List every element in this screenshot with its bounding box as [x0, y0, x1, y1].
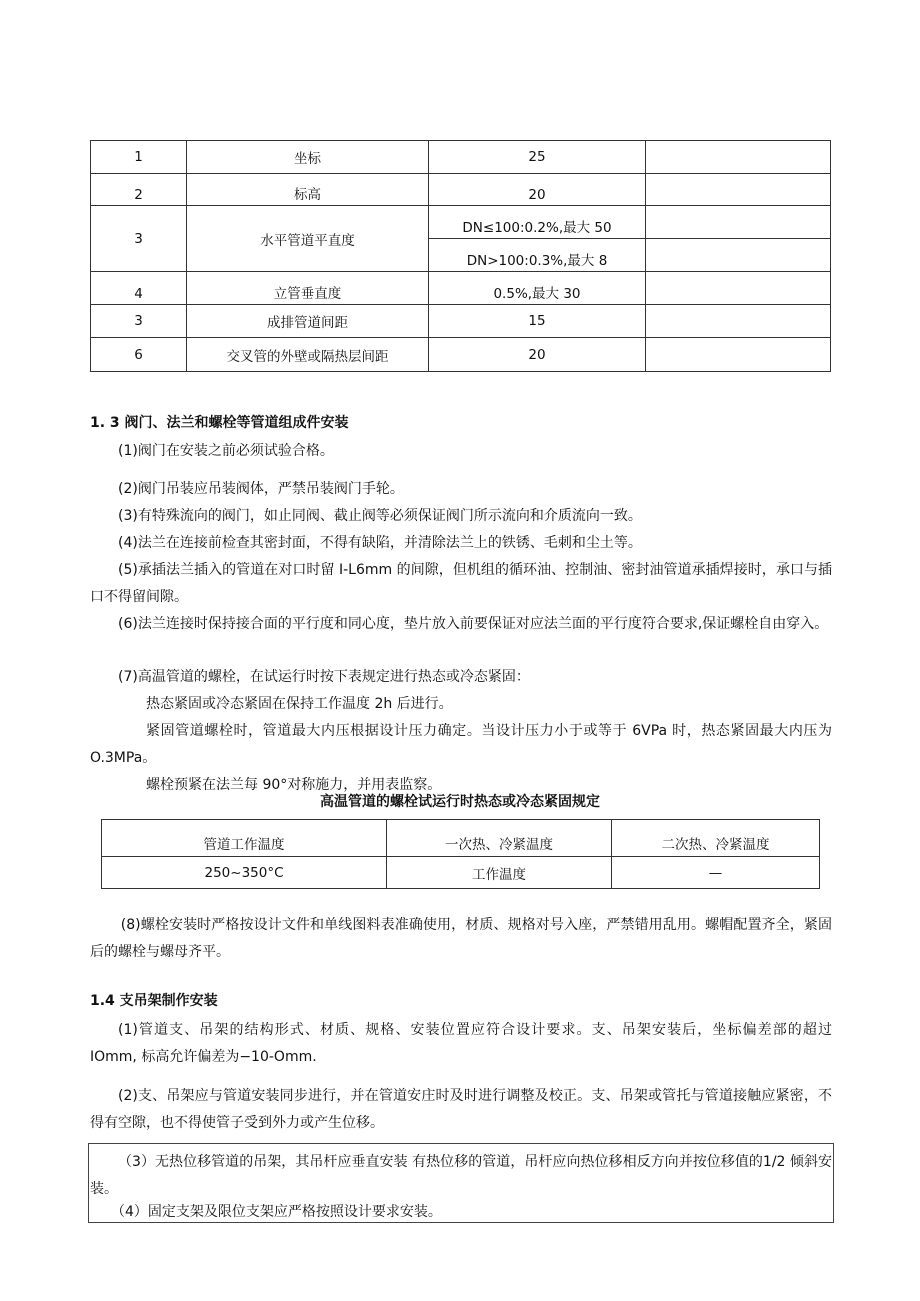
paragraph: (3)有特殊流向的阀门，如止同阀、截止阀等必须保证阀门所示流向和介质流向一致。	[118, 508, 642, 524]
cell: 立管垂直度	[187, 272, 429, 305]
table-header-row	[102, 820, 820, 857]
paragraph: (4)法兰在连接前检查其密封面，不得有缺陷，并清除法兰上的铁锈、毛刺和尘土等。	[118, 535, 642, 551]
cell	[646, 141, 831, 174]
paragraph: （3）无热位移管道的吊架，其吊杆应垂直安装 有热位移的管道，吊杆应向热位移相反方向并按位移值的1/2 倾斜安装。	[90, 1154, 832, 1197]
paragraph: (8)螺栓安装时严格按设计文件和单线图料表准确使用，材质、规格对号入座，严禁错用乱用。螺帽配置齐全，紧固后的螺栓与螺母齐平。	[90, 917, 832, 960]
cell: 3	[91, 206, 187, 272]
table-row	[91, 305, 831, 338]
paragraph: (1)阀门在安装之前必须试验合格。	[118, 443, 334, 459]
cell: 20	[429, 338, 646, 372]
cell	[646, 305, 831, 338]
header-cell: 一次热、冷紧温度	[387, 820, 612, 857]
header-cell: 管道工作温度	[102, 820, 387, 857]
cell: 成排管道间距	[187, 305, 429, 338]
header-cell: 二次热、冷紧温度	[612, 820, 820, 857]
cell: 15	[429, 305, 646, 338]
cell: —	[612, 857, 820, 889]
cell: 4	[91, 272, 187, 305]
table-title: 高温管道的螺栓试运行时热态或冷态紧固规定	[320, 794, 600, 810]
cell: 交叉管的外壁或隔热层间距	[187, 338, 429, 372]
paragraph: （4）固定支架及限位支架应严格按照设计要求安装。	[111, 1204, 442, 1220]
table-row	[91, 206, 831, 239]
cell: DN≤100:0.2%,最大 50	[429, 206, 646, 239]
bolt-tightening-table	[101, 819, 820, 889]
paragraph: (6)法兰连接时保持接合面的平行度和同心度，垫片放入前要保证对应法兰面的平行度符合要求,保证螺栓自由穿入。	[118, 616, 829, 632]
cell: 坐标	[187, 141, 429, 174]
table-row	[91, 338, 831, 372]
cell: 0.5%,最大 30	[429, 272, 646, 305]
paragraph: 紧固管道螺栓时，管道最大内压根据设计压力确定。当设计压力小于或等于 6VPa 时，热态紧固最大内压为 O.3MPa。	[90, 723, 832, 766]
section-heading: 1. 3 阀门、法兰和螺栓等管道组成件安装	[90, 415, 349, 431]
paragraph: (7)高温管道的螺栓，在试运行时按下表规定进行热态或冷态紧固：	[118, 669, 530, 685]
deviation-table	[90, 140, 831, 372]
cell	[646, 239, 831, 272]
cell: 25	[429, 141, 646, 174]
cell: 水平管道平直度	[187, 206, 429, 272]
cell: 6	[91, 338, 187, 372]
paragraph: 热态紧固或冷态紧固在保持工作温度 2h 后进行。	[146, 696, 453, 712]
table-row	[91, 174, 831, 206]
section-heading: 1.4 支吊架制作安装	[90, 993, 218, 1009]
paragraph: (5)承插法兰插入的管道在对口时留 I-L6mm 的间隙，但机组的循环油、控制油、密封油管道承插焊接时，承口与插口不得留间隙。	[90, 562, 832, 605]
cell	[646, 206, 831, 239]
paragraph: (1)管道支、吊架的结构形式、材质、规格、安装位置应符合设计要求。支、吊架安装后，坐标偏差部的超过 IOmm, 标高允许偏差为−10-Omm.	[90, 1022, 832, 1065]
cell: DN>100:0.3%,最大 8	[429, 239, 646, 272]
cell: 3	[91, 305, 187, 338]
paragraph: (2)支、吊架应与管道安装同步进行，并在管道安庄时及时进行调整及校正。支、吊架或管托与管道接触应紧密，不得有空隙，也不得使管子受到外力或产生位移。	[90, 1088, 832, 1131]
cell: 工作温度	[387, 857, 612, 889]
table-row	[102, 857, 820, 889]
paragraph: 螺栓预紧在法兰每 90°对称施力，并用表监察。	[146, 777, 442, 793]
cell: 1	[91, 141, 187, 174]
cell: 250~350°C	[102, 857, 387, 889]
cell: 标高	[187, 174, 429, 206]
table-row	[91, 141, 831, 174]
cell	[646, 338, 831, 372]
cell: 20	[429, 174, 646, 206]
paragraph: (2)阀门吊装应吊装阀体，严禁吊装阀门手轮。	[118, 481, 404, 497]
cell: 2	[91, 174, 187, 206]
cell	[646, 272, 831, 305]
table-row	[91, 272, 831, 305]
cell	[646, 174, 831, 206]
